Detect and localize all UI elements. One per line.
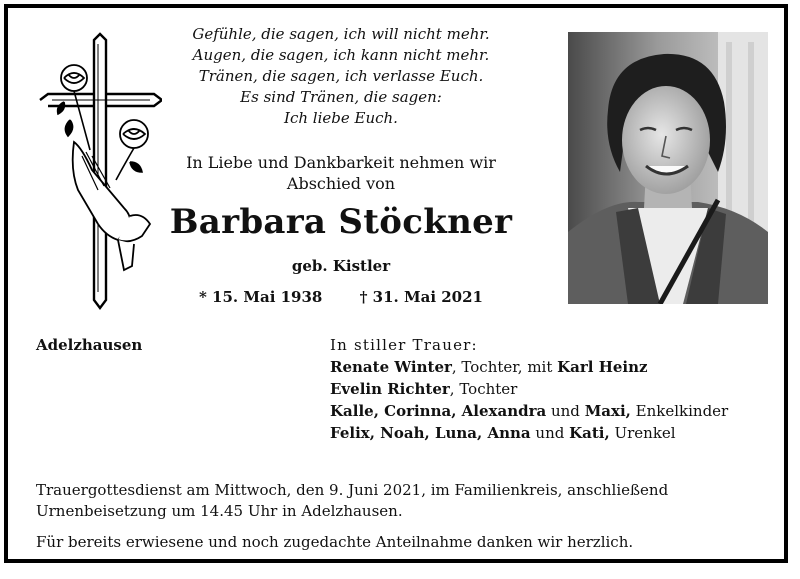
mourners-heading: In stiller Trauer:: [330, 336, 478, 354]
poem: [158, 24, 524, 129]
intro-line: Abschied von: [286, 174, 396, 193]
thanks-text: Für bereits erwiesene und noch zugedachte Anteilnahme danken wir herzlich.: [36, 533, 634, 551]
poem-line: Augen, die sagen, ich kann nicht mehr.: [192, 46, 490, 64]
mourner-row: [330, 378, 728, 400]
poem-line: Ich liebe Euch.: [284, 109, 398, 127]
mourner-conjunction: und: [530, 424, 570, 442]
deceased-name: Barbara Stöckner: [169, 202, 513, 242]
mourner-name: Maxi,: [584, 402, 631, 420]
mourner-row: [330, 356, 728, 378]
service-line: Urnenbeisetzung um 14.45 Uhr in Adelzhausen.: [36, 502, 403, 520]
mourner-relation: Urenkel: [609, 424, 676, 442]
mourner-row: [330, 422, 728, 444]
mourner-name: Karl Heinz: [557, 358, 648, 376]
obituary-notice: [4, 4, 788, 563]
poem-line: Es sind Tränen, die sagen:: [240, 88, 442, 106]
mourner-row: [330, 400, 728, 422]
cross-roses-praying-hands-icon: [34, 30, 162, 312]
poem-line: Gefühle, die sagen, ich will nicht mehr.: [192, 25, 490, 43]
poem-line: Tränen, die sagen, ich verlasse Euch.: [198, 67, 484, 85]
mourner-name: Evelin Richter: [330, 380, 450, 398]
mourner-name: Renate Winter: [330, 358, 452, 376]
mourner-relation: , Tochter, mit: [451, 358, 558, 376]
mourner-relation: Enkelkinder: [630, 402, 729, 420]
mourner-conjunction: und: [546, 402, 585, 420]
death-date: † 31. Mai 2021: [359, 288, 483, 306]
mourner-name: Kati,: [569, 424, 610, 442]
mourner-relation: , Tochter: [449, 380, 518, 398]
service-line: Trauergottesdienst am Mittwoch, den 9. Juni 2021, im Familienkreis, anschließend: [36, 481, 669, 499]
intro-line: In Liebe und Dankbarkeit nehmen wir: [186, 153, 496, 172]
mourner-name: Felix, Noah, Luna, Anna: [330, 424, 531, 442]
intro-text: [158, 152, 524, 194]
portrait-photo: [568, 32, 768, 304]
birth-name: geb. Kistler: [291, 257, 391, 275]
place-name: Adelzhausen: [36, 336, 143, 354]
life-dates: [158, 288, 524, 306]
mourner-name: Kalle, Corinna, Alexandra: [330, 402, 547, 420]
birth-date: * 15. Mai 1938: [198, 288, 323, 306]
service-info: [36, 480, 776, 553]
mourners-list: [330, 334, 728, 444]
